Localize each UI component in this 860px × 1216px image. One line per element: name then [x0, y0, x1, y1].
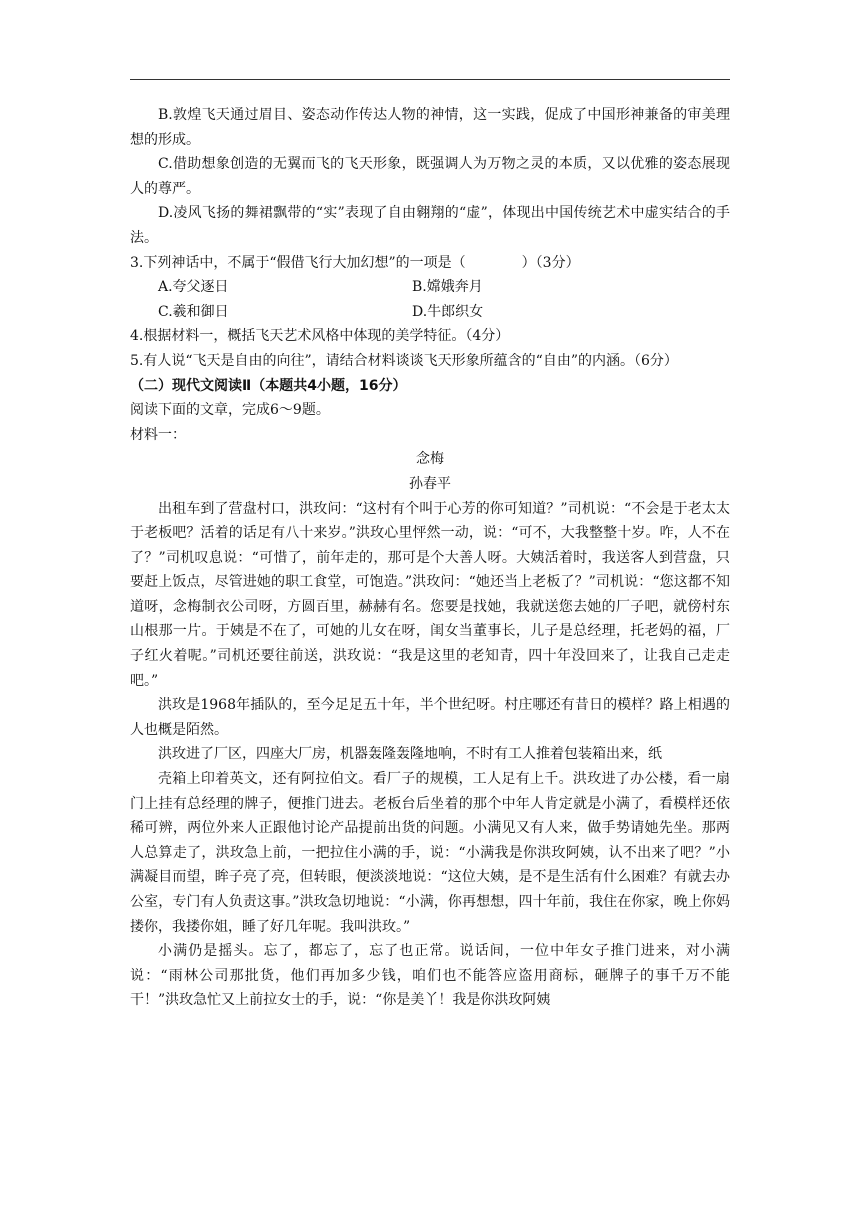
story-paragraph: 洪玫是1968年插队的，至今足足五十年，半个世纪呀。村庄哪还有昔日的模样？路上相遇的人也概是陌然。	[130, 697, 730, 738]
option-c: C.借助想象创造的无翼而飞的飞天形象，既强调人为万物之灵的本质，又以优雅的姿态展现人的尊严。	[130, 156, 730, 197]
q3-option-b: B.嫦娥奔月	[412, 279, 483, 296]
option-b: B.敦煌飞天通过眉目、姿态动作传达人物的神情，这一实践，促成了中国形神兼备的审美理想的形成。	[130, 107, 730, 148]
question-3-options-row2	[130, 300, 730, 325]
story-paragraph: 壳箱上印着英文，还有阿拉伯文。看厂子的规模，工人足有上千。洪玫进了办公楼，看一扇门上挂有总经理的牌子，便推门进去。老板台后坐着的那个中年人肯定就是小满了，看模样还依稀可辨，两位外来人正跟他讨论产品提前出货的问题。小满见又有人来，做手势请她先坐。那两人总算走了，洪玫急上前，一把拉住小满的手，说：“小满我是你洪玫阿姨，认不出来了吧？”小满凝目而望，眸子亮了亮，但转眼，便淡淡地说：“这位大姨，是不是生活有什么困难？有就去办公室，专门有人负责这事。”洪玫急切地说：“小满，你再想想，四十年前，我住在你家，晚上你妈搂你，我搂你姐，睡了好几年呢。我叫洪玫。”	[130, 771, 730, 935]
option-d: D.凌风飞扬的舞裙飘带的“实”表现了自由翱翔的“虚”，体现出中国传统艺术中虚实结合的手法。	[130, 205, 730, 246]
question-5: 5.有人说“飞天是自由的向往”，请结合材料谈谈飞天形象所蕴含的“自由”的内涵。（6分）	[130, 352, 678, 369]
q3-option-c: C.羲和御日	[158, 303, 229, 320]
material-label: 材料一：	[130, 426, 186, 443]
question-4: 4.根据材料一，概括飞天艺术风格中体现的美学特征。（4分）	[130, 328, 510, 345]
question-3-options-row1	[130, 275, 730, 300]
story-paragraph: 小满仍是摇头。忘了，都忘了，忘了也正常。说话间，一位中年女子推门进来，对小满说：“雨林公司那批货，他们再加多少钱，咱们也不能答应盗用商标，砸牌子的事千万不能干！”洪玫急忙又上前拉女士的手，说：“你是美丫！我是你洪玫阿姨	[130, 943, 730, 1009]
question-3: 3.下列神话中，不属于“假借飞行大加幻想”的一项是（ ）（3分）	[130, 254, 580, 271]
section-instruction: 阅读下面的文章，完成6～9题。	[130, 402, 330, 419]
header-rule	[130, 79, 730, 80]
q3-option-d: D.牛郎织女	[412, 303, 484, 320]
document-body	[130, 103, 730, 1013]
story-paragraph: 出租车到了营盘村口，洪玫问：“这村有个叫于心芳的你可知道？”司机说：“不会是于老太太于老板吧？活着的话足有八十来岁。”洪玫心里怦然一动，说：“可不，大我整整十岁。咋，人不在了？”司机叹息说：“可惜了，前年走的，那可是个大善人呀。大姨活着时，我送客人到营盘，只要赶上饭点，尽管进她的职工食堂，可饱造。”洪玫问：“她还当上老板了？”司机说：“您这都不知道呀，念梅制衣公司呀，方圆百里，赫赫有名。您要是找她，我就送您去她的厂子吧，就傍村东山根那一片。于姨是不在了，可她的儿女在呀，闺女当董事长，儿子是总经理，托老妈的福，厂子红火着呢。”司机还要往前送，洪玫说：“我是这里的老知青，四十年没回来了，让我自己走走吧。”	[130, 500, 730, 689]
section-heading: （二）现代文阅读Ⅱ（本题共4小题，16分）	[130, 377, 407, 394]
story-author: 孙春平	[409, 475, 451, 492]
story-title: 念梅	[416, 451, 444, 468]
story-paragraph: 洪玫进了厂区，四座大厂房，机器轰隆轰隆地响，不时有工人推着包装箱出来，纸	[158, 746, 662, 763]
q3-option-a: A.夸父逐日	[158, 279, 229, 296]
